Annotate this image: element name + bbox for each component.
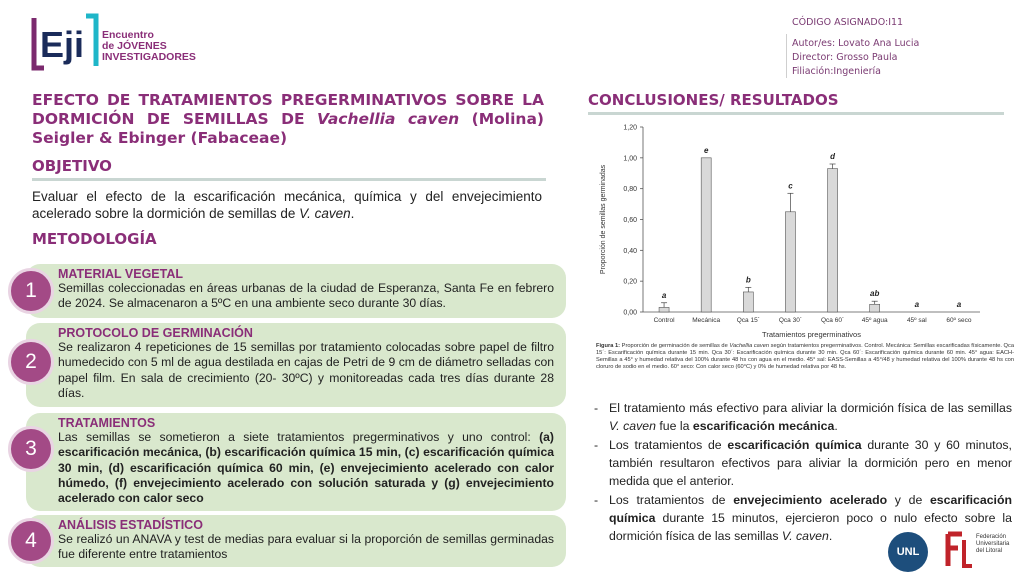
bar [870, 304, 880, 312]
c2-a: Los tratamientos de [609, 438, 728, 452]
bar [785, 212, 795, 312]
c3-d: . [828, 529, 833, 543]
significance-letter: e [703, 145, 709, 155]
c1-c: . [834, 419, 838, 433]
x-tick-label: 45º sal [906, 317, 927, 324]
affiliation: Filiación:Ingeniería [792, 66, 881, 77]
c1-a: El tratamiento más efectivo para aliviar la dormición física de las semillas [609, 401, 1012, 415]
step-number-3: 3 [8, 426, 54, 472]
significance-letter: b [745, 275, 751, 285]
fed-logo-text [976, 534, 1009, 555]
c3-bold: envejecimiento acelerado [733, 493, 888, 507]
logo-line-2: de JÓVENES [102, 40, 167, 52]
c2-bold: escarificación química [727, 438, 862, 452]
step-text-1: Semillas coleccionadas en áreas urbanas de la ciudad de Esperanza, Santa Fe en febrero de 2024. Se almacenaron a 5ºC en una ambiente seco durante 30 días. [58, 281, 554, 311]
caption-label: Figura 1: [596, 343, 621, 349]
significance-letter: a [661, 290, 667, 300]
step-box-1 [26, 264, 566, 318]
logo-line-3: INVESTIGADORES [102, 51, 196, 63]
director: Director: Grosso Paula [792, 52, 898, 63]
y-tick-label: 0,60 [623, 217, 637, 224]
step-text-3-bold: (a) escarificación mecánica, (b) escarificación química 15 min, (c) escarificación química 30 min, (d) escarificación química 60 min, (e) envejecimiento acelerado con calor húmedo, (f) envejecimiento acelerado con solución saturada y (g) envejecimiento acelerado con calor seco [58, 430, 554, 506]
step-text-2: Se realizaron 4 repeticiones de 15 semillas por tratamiento colocadas sobre papel de filtro humedecido con 5 ml de agua destilada en cajas de Petri de 9 cm de diámetro selladas con papel film. En sala de crecimiento (20- 30ºC) y monitoreadas cada tres días durante 28 días. [58, 340, 554, 400]
fed-line-3: del Litoral [976, 548, 1003, 554]
metodologia-heading: METODOLOGÍA [32, 230, 157, 248]
x-tick-label: Qca 15´ [736, 317, 760, 324]
y-tick-label: 0,20 [623, 278, 637, 286]
bar [828, 169, 838, 312]
caption-a: Proporción de germinación de semillas de [620, 343, 730, 349]
x-tick-label: 45º agua [861, 317, 888, 324]
y-tick-label: 0,80 [623, 186, 637, 194]
x-tick-label: Qca 60´ [821, 317, 845, 324]
significance-letter: a [956, 300, 962, 309]
significance-letter: d [830, 152, 836, 161]
significance-letter: a [914, 300, 920, 309]
objetivo-species: V. caven [299, 206, 351, 221]
step-number-1: 1 [8, 268, 54, 314]
germination-chart [595, 119, 990, 341]
step-number-4: 4 [8, 518, 54, 564]
y-tick-label: 1,20 [623, 124, 637, 132]
fed-line-2: Universitaria [976, 541, 1010, 547]
y-tick-label: 0,00 [623, 309, 637, 317]
objetivo-heading: OBJETIVO [32, 157, 112, 175]
resultados-heading: CONCLUSIONES/ RESULTADOS [588, 91, 839, 109]
bar [743, 292, 753, 312]
unl-logo: UNL [888, 532, 928, 572]
conclusions-list [592, 399, 1012, 546]
fed-logo-mark [942, 530, 974, 570]
step-title-3: TRATAMIENTOS [58, 416, 156, 430]
x-axis-label: Tratamientos pregerminativos [762, 330, 861, 339]
caption-species: Vachellia caven [729, 343, 770, 349]
objetivo-text [32, 188, 542, 222]
caption-b: según tratamientos pregerminativos. Control. Mecánica: Semillas escarificadas físicamente. Qca 15´: Escarificación química durante 15 min. Qca 30´: Escarificación química durante 30 min. Qca 60´: Escarificación química durante 60 min. 45° agua: EACH-Semillas a 45° y humedad relativa del 100% durante 48 hs con agua en el medio. 45° sal: EASS-Semillas a 45°/48 y humedad relativa del 100% durante 48 hs con cloruro de sodio en el medio. 60° seco: Con calor seco (60°C) y 0% de humedad relativa por 48 hs. [596, 343, 1014, 370]
x-tick-label: 60º seco [946, 317, 972, 324]
fed-logo [942, 528, 1022, 572]
c1-b: fue la [655, 419, 693, 433]
author: Autor/es: Lovato Ana Lucia [792, 38, 920, 49]
c3-a: Los tratamientos de [609, 493, 734, 507]
conclusion-item [592, 399, 1012, 435]
significance-letter: ab [870, 289, 880, 299]
svg-text:Eji: Eji [40, 24, 85, 65]
step-number-2: 2 [8, 339, 54, 385]
x-tick-label: Qca 30´ [778, 317, 802, 324]
c3-bold2: escarificación química [609, 493, 1012, 525]
bar [701, 158, 711, 312]
resultados-rule [588, 112, 1004, 115]
y-tick-label: 1,00 [623, 155, 637, 163]
title-species: Vachellia caven [317, 110, 460, 128]
objetivo-text-a: Evaluar el efecto de la escarificación mecánica, química y del envejecimiento acelerado sobre la dormición de semillas de [32, 189, 542, 221]
c1-bold: escarificación mecánica [692, 419, 835, 433]
step-box-4 [26, 515, 566, 567]
c3-species: V. caven [781, 529, 829, 543]
step-text-3a: Las semillas se sometieron a siete tratamientos pregerminativos y uno control: [58, 430, 540, 444]
significance-letter: c [788, 181, 793, 191]
y-axis-label: Proporción de semillas germinadas [600, 164, 607, 275]
step-text-4: Se realizó un ANAVA y test de medias para evaluar si la proporción de semillas germinadas fue diferente entre tratamientos [58, 532, 554, 562]
poster-title [32, 91, 544, 148]
x-tick-label: Mecánica [692, 317, 721, 324]
eji-logo-mark [30, 10, 100, 76]
figure-caption [596, 343, 1014, 371]
step-title-2: PROTOCOLO DE GERMINACIÓN [58, 326, 253, 340]
step-text-3 [58, 430, 554, 506]
step-box-3 [26, 413, 566, 511]
step-box-2 [26, 323, 566, 407]
step-title-1: MATERIAL VEGETAL [58, 267, 183, 281]
c3-c: durante 15 minutos, ejercieron poco o nulo efecto sobre la dormición física de las semillas [609, 511, 1012, 543]
c3-b: y de [887, 493, 930, 507]
assigned-code: CÓDIGO ASIGNADO:I11 [792, 17, 904, 28]
y-tick-label: 0,40 [623, 247, 637, 255]
objetivo-rule [32, 178, 546, 181]
eji-logo [30, 10, 196, 78]
meta-divider [786, 34, 787, 78]
objetivo-text-b: . [350, 206, 355, 221]
c2-b: durante 30 y 60 minutos, también resultaron efectivos para aliviar la dormición pero en menor medida que el anterior. [609, 438, 1012, 488]
c1-species: V. caven [609, 419, 656, 433]
conclusion-item [592, 436, 1012, 490]
step-title-4: ANÁLISIS ESTADÍSTICO [58, 518, 203, 532]
bar [659, 307, 669, 312]
fed-line-1: Federación [976, 534, 1007, 540]
title-part-2: (Molina) Seigler & Ebinger (Fabaceae) [32, 110, 544, 147]
x-tick-label: Control [653, 317, 675, 324]
eji-logo-text [102, 30, 196, 63]
logo-line-1: Encuentro [102, 29, 154, 41]
title-part-1: EFECTO DE TRATAMIENTOS PREGERMINATIVOS SOBRE LA DORMICIÓN DE SEMILLAS DE [32, 91, 544, 128]
